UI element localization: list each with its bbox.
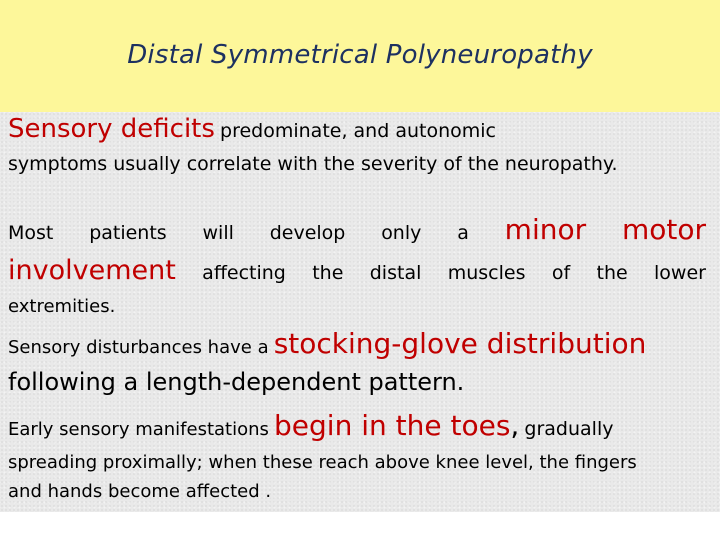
begin-in-toes-highlight: begin in the toes xyxy=(274,409,511,442)
word: will xyxy=(202,222,234,244)
para4-tail: gradually xyxy=(524,418,614,440)
stocking-glove-highlight: stocking-glove distribution xyxy=(273,327,647,360)
comma: , xyxy=(510,409,520,442)
para2-line2 xyxy=(8,255,706,286)
para3-line2: following a length-dependent pattern. xyxy=(8,368,465,396)
para4-lead: Early sensory manifestations xyxy=(8,419,269,440)
word: only xyxy=(381,222,422,244)
word: of xyxy=(551,262,571,284)
para2-line1 xyxy=(8,213,706,246)
para1-line1-text: predominate, and autonomic xyxy=(220,120,496,142)
para4-line2: spreading proximally; when these reach above knee level, the fingers xyxy=(8,452,637,473)
slide-body xyxy=(0,112,720,512)
involvement-highlight: involvement xyxy=(8,255,176,286)
word: distal xyxy=(369,262,422,284)
word: develop xyxy=(269,222,346,244)
motor-highlight: motor xyxy=(621,213,706,246)
para3-line1 xyxy=(8,327,646,360)
para4-line3: and hands become affected . xyxy=(8,481,272,502)
word: lower xyxy=(654,262,706,284)
word: Most xyxy=(8,222,54,244)
word: affecting xyxy=(202,262,286,284)
title-band xyxy=(0,0,720,112)
word: muscles xyxy=(447,262,526,284)
word: patients xyxy=(89,222,167,244)
para2-line3: extremities. xyxy=(8,296,116,317)
para4-line1 xyxy=(8,409,613,442)
para1-line2: symptoms usually correlate with the severity of the neuropathy. xyxy=(8,153,618,175)
para3-lead: Sensory disturbances have a xyxy=(8,337,269,358)
sensory-deficits-highlight: Sensory deficits xyxy=(8,114,215,144)
word: a xyxy=(457,222,469,244)
slide-title: Distal Symmetrical Polyneuropathy xyxy=(127,40,593,70)
word: the xyxy=(596,262,628,284)
minor-highlight: minor xyxy=(504,213,587,246)
word: the xyxy=(312,262,344,284)
para1-line1 xyxy=(8,114,496,144)
